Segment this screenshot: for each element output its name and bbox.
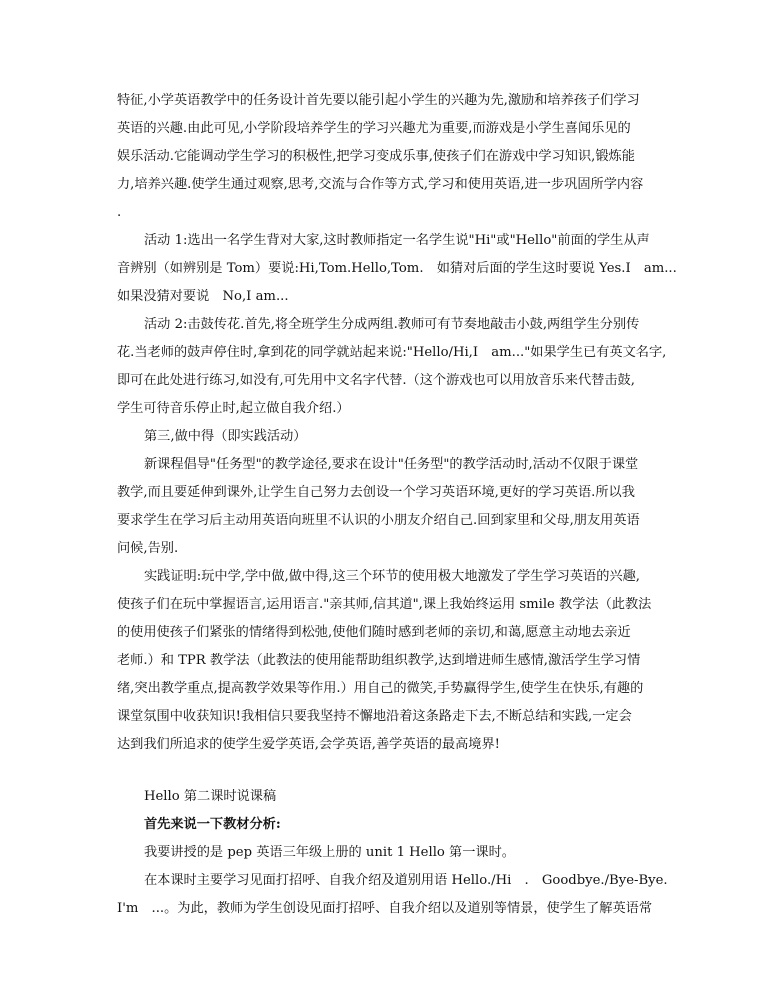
- paragraph-line: 达到我们所追求的使学生爱学英语,会学英语,善学英语的最高境界!: [117, 737, 500, 752]
- activity-1-line: 活动 1:选出一名学生背对大家,这时教师指定一名学生说"Hi"或"Hello"前面的学生从声: [144, 233, 650, 248]
- paragraph-line: 绪,突出教学重点,提高教学效果等作用.）用自己的微笑,手势赢得学生,使学生在快乐,有趣的: [117, 681, 644, 696]
- paragraph-line: 课堂氛围中收获知识!我相信只要我坚持不懈地沿着这条路走下去,不断总结和实践,一定会: [117, 709, 632, 724]
- paragraph-line: 娱乐活动.它能调动学生学习的积极性,把学习变成乐事,使孩子们在游戏中学习知识,锻炼能: [117, 149, 635, 164]
- paragraph-line: 问候,告别.: [117, 541, 179, 556]
- paragraph-line: 学生可待音乐停止时,起立做自我介绍.）: [117, 401, 350, 416]
- paragraph-line: 力,培养兴趣.使学生通过观察,思考,交流与合作等方式,学习和使用英语,进一步巩固所学内容: [117, 177, 644, 192]
- activity-2-line: 活动 2:击鼓传花.首先,将全班学生分成两组.教师可有节奏地敲击小鼓,两组学生分别传: [144, 317, 640, 332]
- paragraph-line: 音辨别（如辨别是 Tom）要说:Hi,Tom.Hello,Tom. 如猜对后面的学生这时要说 Yes.I am...: [117, 261, 677, 276]
- paragraph-line: I'm ...。为此，教师为学生创设见面打招呼、自我介绍以及道别等情景，使学生了解英语常: [117, 901, 653, 916]
- paragraph-line: 即可在此处进行练习,如没有,可先用中文名字代替.（这个游戏也可以用放音乐来代替击鼓,: [117, 373, 635, 388]
- section-heading-analysis: 首先来说一下教材分析:: [144, 817, 281, 832]
- paragraph-line: 老师.）和 TPR 教学法（此教法的使用能帮助组织教学,达到增进师生感情,激活学生学习情: [117, 653, 641, 668]
- paragraph-line: 如果没猜对要说 No,I am...: [117, 289, 289, 304]
- paragraph-line: 实践证明:玩中学,学中做,做中得,这三个环节的使用极大地激发了学生学习英语的兴趣,: [144, 569, 640, 584]
- paragraph-line: 要求学生在学习后主动用英语向班里不认识的小朋友介绍自己.回到家里和父母,朋友用英语: [117, 513, 640, 528]
- paragraph-line: 教学,而且要延伸到课外,让学生自己努力去创设一个学习英语环境,更好的学习英语.所以我: [117, 485, 635, 500]
- paragraph-line: .: [117, 205, 122, 220]
- paragraph-line: 英语的兴趣.由此可见,小学阶段培养学生的学习兴趣尤为重要,而游戏是小学生喜闻乐见的: [117, 121, 631, 136]
- paragraph-line: 新课程倡导"任务型"的教学途径,要求在设计"任务型"的教学活动时,活动不仅限于课堂: [144, 457, 639, 472]
- document-title: Hello 第二课时说课稿: [144, 789, 277, 804]
- paragraph-line: 的使用使孩子们紧张的情绪得到松弛,使他们随时感到老师的亲切,和蔼,愿意主动地去亲近: [117, 625, 631, 640]
- section-heading-third: 第三,做中得（即实践活动）: [144, 429, 307, 444]
- paragraph-line: 在本课时主要学习见面打招呼、自我介绍及道别用语 Hello./Hi . Goodbye./Bye-Bye.: [144, 873, 668, 888]
- paragraph-line: 特征,小学英语教学中的任务设计首先要以能引起小学生的兴趣为先,激励和培养孩子们学习: [117, 93, 640, 108]
- paragraph-line: 使孩子们在玩中掌握语言,运用语言."亲其师,信其道",课上我始终运用 smile 教学法（此教法: [117, 597, 652, 612]
- paragraph-line: 我要讲授的是 pep 英语三年级上册的 unit 1 Hello 第一课时。: [144, 845, 515, 860]
- paragraph-line: 花.当老师的鼓声停住时,拿到花的同学就站起来说:"Hello/Hi,I am..."如果学生已有英文名字,: [117, 345, 667, 360]
